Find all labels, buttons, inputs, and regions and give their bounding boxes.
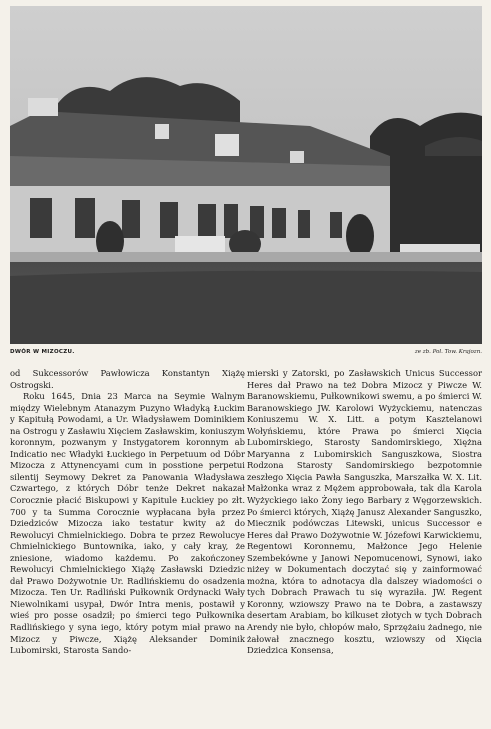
text-column-right	[247, 368, 482, 657]
manor-photograph	[10, 6, 482, 344]
paragraph: Roku 1645, Dnia 23 Marca na Seymie Walnym między Wielebnym Atanazym Puzyno Władyką Łuckim y Kapitułą Powodami, a Ur. Władysławem Dominikiem na Ostrogu y Zasławiu Xięciem Zasławskim, koniuszym koronnym, pozwanym y Instygatorem koronnym ab Indicatio nec Władyki Łuckiego in Perpetuum od Dóbr Mizocza z Attynencyami cum in posstione perpetui silentij Seymowy Dekret za Panowania Władysława Czwartego, z których Dóbr tenże Dekret nakazał Corocznie płacić Biskupowi y Kapitule Łuckiey po złt. 700 y ta Summa Corocznie wypłacana była przez Dziedziców Mizocza iako testatur kwity aż do Rewolucyi Chmielnickiego. Dobra te przez Rewolucye Chmielnickiego Buntownika, iako, y cały kray, że zniesione, wiadomo każdemu. Po zakończoney Rewolucyi Chmielnickiego Xiążę Zasławski Dziedzic dał Prawo Dożywotnie Ur. Radlińskiemu do osadzenia Mizocza. Ten Ur. Radliński Pułkownik Ordynacki Wały Niewolnikami usypał, Dwór Intra menis, postawił y wieś pro posse osadził; po śmierci tego Pułkownika Radlińskiego y syna iego, który potym miał prawo na Mizocz y Piwcze, Xiążę Aleksander Dominik Lubomirski, Starosta Sando-	[10, 391, 245, 656]
photo-caption: DWÓR W MIZOCZU.	[10, 349, 75, 355]
paragraph: mierski y Zatorski, po Zasławskich Unicus Successor Heres dał Prawo na też Dobra Mizocz y Piwcze W. Baranowskiemu, Pułkownikowi swemu, a po śmierci W. Baranowskiego JW. Karolowi Wyżyckiemu, natenczas Koniuszemu W. X. Litt. a potym Kasztelanowi Wołyńskiemu, które Prawa po śmierci Xięcia Lubomirskiego, Starosty Sandomirskiego, Xiężna Maryanna z Lubomirskich Sanguszkowa, Siostra Rodzona Starosty Sandomirskiego bezpotomnie zeszłego Xięcia Pawła Sanguszka, Marszałka W. X. Lit. Małżonka wraz z Mężem approbowała, tak dla Karola Wyżyckiego iako Żony iego Barbary z Węgorzewskich. Po śmierci których, Xiążę Janusz Alexander Sanguszko, Miecznik podówczas Litewski, unicus Successor e Heres dał Prawo Dożywotnie W. Józefowi Karwickiemu, Regentowi Koronnemu, Małżonce Jego Helenie Szembekówne y Janowi Nepomucenowi, Synowi, iako niżey w Dokumentach doczytać się y zainformować można, która to adnotacya dla dalszey wiadomości o tych Dobrach Prawach tu się wyraziła. JW. Regent Koronny, wziowszy Prawo na te Dobra, a zastawszy desertam Arabiam, bo kilkuset złotych w tych Dobrach Arendy nie było, chłopów mało, Sprzężaiu żadnego, nie żałował znacznego kosztu, wziowszy od Xięcia Dziedzica Konsensa,	[247, 368, 482, 656]
photo-credit: ze zb. Pol. Tow. Krajozn.	[414, 349, 482, 355]
manor-house-image	[10, 6, 482, 344]
paragraph: od Sukcessorów Pawłowicza Konstantyn Xiążę Ostrogski.	[10, 368, 245, 390]
text-column-left	[10, 368, 245, 657]
